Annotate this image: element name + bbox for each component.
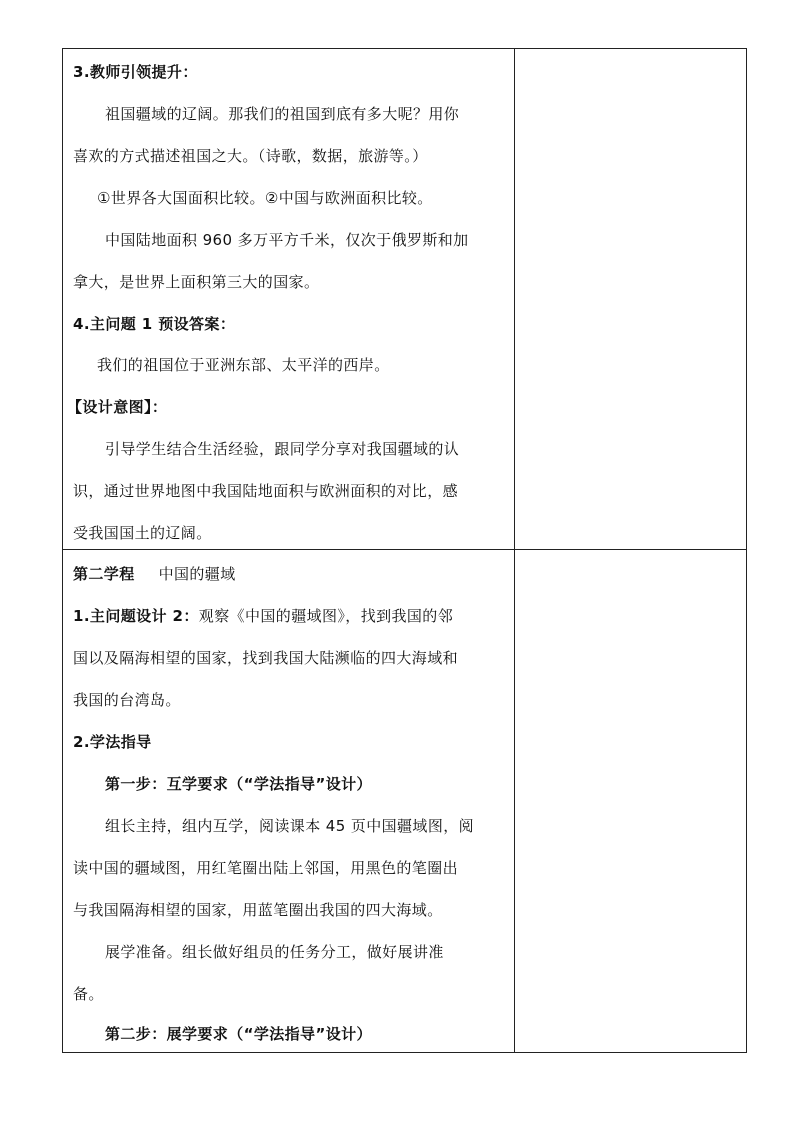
paragraph-line: 备。 — [73, 985, 104, 1003]
paragraph-line: 与我国隔海相望的国家，用蓝笔圈出我国的四大海域。 — [73, 901, 443, 919]
step-one-heading: 第一步：互学要求（“学法指导”设计） — [105, 775, 372, 793]
paragraph-line: 识，通过世界地图中我国陆地面积与欧洲面积的对比，感 — [73, 482, 459, 500]
paragraph-line: 读中国的疆域图，用红笔圈出陆上邻国，用黑色的笔圈出 — [73, 859, 459, 877]
paragraph-line: 我们的祖国位于亚洲东部、太平洋的西岸。 — [97, 356, 390, 374]
paragraph-line: 展学准备。组长做好组员的任务分工，做好展讲准 — [105, 943, 444, 961]
side-cell-empty — [515, 550, 747, 1053]
table-row — [63, 550, 747, 1053]
heading-design-intent: 【设计意图】： — [67, 398, 168, 416]
paragraph-line: 引导学生结合生活经验，跟同学分享对我国疆域的认 — [105, 440, 460, 458]
lesson-plan-table — [62, 48, 747, 1053]
table-row — [63, 49, 747, 550]
section-title-topic: 中国的疆域 — [158, 565, 236, 583]
paragraph-line: 国以及隔海相望的国家，找到我国大陆濒临的四大海域和 — [73, 649, 459, 667]
step-two-heading: 第二步：展学要求（“学法指导”设计） — [105, 1025, 372, 1043]
paragraph-line: ①世界各大国面积比较。②中国与欧洲面积比较。 — [97, 189, 433, 207]
content-cell-second-stage — [63, 550, 515, 1053]
section-title-label: 第二学程 — [73, 565, 135, 583]
paragraph-line: 受我国国土的辽阔。 — [73, 524, 212, 542]
paragraph-line: 祖国疆域的辽阔。那我们的祖国到底有多大呢？用你 — [105, 105, 460, 123]
paragraph-line: 拿大，是世界上面积第三大的国家。 — [73, 273, 320, 291]
paragraph-line: 我国的台湾岛。 — [73, 691, 181, 709]
paragraph-line: 中国陆地面积 960 多万平方千米，仅次于俄罗斯和加 — [105, 231, 469, 249]
paragraph-line: 组长主持，组内互学，阅读课本 45 页中国疆域图，阅 — [105, 817, 475, 835]
section-title — [73, 564, 506, 584]
heading-teacher-guidance: 3.教师引领提升： — [73, 63, 198, 81]
heading-preset-answer: 4.主问题 1 预设答案： — [73, 315, 236, 333]
content-cell-teacher-guidance — [63, 49, 515, 550]
paragraph-line: 喜欢的方式描述祖国之大。（诗歌，数据，旅游等。） — [73, 147, 428, 165]
question-line — [73, 606, 506, 626]
question-label: 1.主问题设计 2： — [73, 607, 199, 625]
side-cell-empty — [515, 49, 747, 550]
question-text: 观察《中国的疆域图》，找到我国的邻 — [198, 607, 454, 625]
heading-method-guidance: 2.学法指导 — [73, 733, 152, 751]
